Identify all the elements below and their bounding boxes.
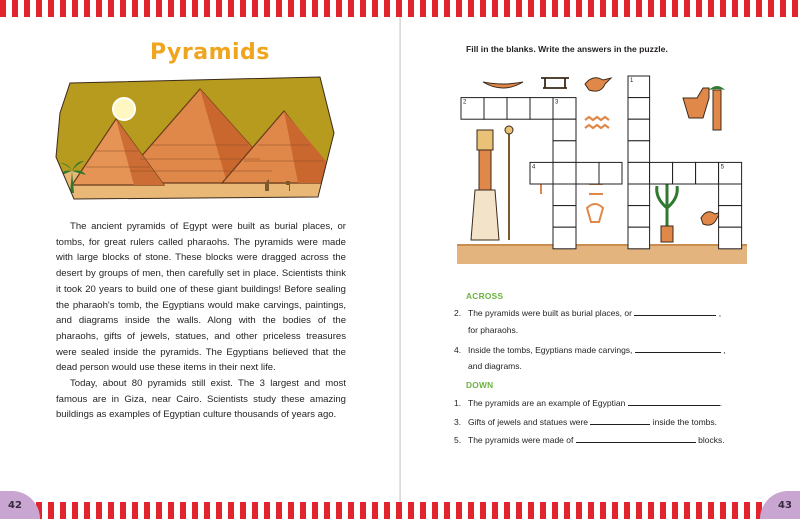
clue-text-after: blocks. bbox=[698, 435, 725, 445]
answer-blank[interactable] bbox=[634, 307, 716, 316]
pyramids-illustration bbox=[52, 73, 336, 201]
clue-text: Gifts of jewels and statues were bbox=[468, 417, 589, 427]
article-paragraph: The ancient pyramids of Egypt were built as burial places, or tombs, for great rulers called pharaohs. The pyramids were made with large blocks of stone. These blocks were dragged across the desert by groups of men, then carefully set in place. Scientists think it took 20 years to build one of these giant buildings! Before sealing the pharaoh's tomb, the Egyptians would make carvings, paintings, and diagrams inside the walls. Along with the bodies of the pharaohs, gifts of jewels, statues, and other priceless treasures were sealed inside the pyramids. The Egyptians believed that the dead person would use these items in their next life. bbox=[56, 221, 346, 374]
worker-figure-icon bbox=[683, 88, 709, 118]
page-title: Pyramids bbox=[150, 40, 270, 65]
pharaoh-figure-icon bbox=[471, 126, 513, 240]
clue-across-4-continued bbox=[454, 361, 778, 372]
clue-text: Inside the tombs, Egyptians made carvings, bbox=[468, 345, 633, 355]
clue-text: and diagrams. bbox=[468, 361, 522, 371]
clue-number: 1. bbox=[454, 398, 462, 408]
small-bird-icon bbox=[701, 212, 721, 225]
down-heading: DOWN bbox=[466, 380, 494, 390]
clue-down-1 bbox=[454, 397, 764, 409]
puzzle-instructions: Fill in the blanks. Write the answers in the puzzle. bbox=[466, 44, 668, 54]
clue-text: for pharaohs. bbox=[468, 325, 519, 335]
crossword-number-2: 2 bbox=[463, 99, 467, 106]
clue-across-2-continued bbox=[454, 325, 778, 336]
wave-glyph-icon bbox=[585, 117, 609, 128]
article-paragraph: Today, about 80 pyramids still exist. The 3 largest and most famous are in Giza, near Cairo. Scientists study these amazing buildings as examples of Egyptian culture thousands of years ago. bbox=[56, 378, 346, 421]
article-body bbox=[56, 219, 346, 423]
crossword-number-5: 5 bbox=[720, 164, 724, 171]
altar-icon bbox=[541, 78, 569, 88]
clue-down-3 bbox=[454, 416, 764, 428]
clue-across-4 bbox=[454, 344, 764, 356]
clue-number: 4. bbox=[454, 345, 462, 355]
bird-icon bbox=[585, 78, 611, 91]
top-stripe-border bbox=[0, 0, 800, 17]
clue-text-after: inside the tombs. bbox=[652, 417, 718, 427]
clue-number: 5. bbox=[454, 435, 462, 445]
across-heading: ACROSS bbox=[466, 291, 504, 301]
clue-text-after: . bbox=[719, 398, 723, 408]
page-number-right: 43 bbox=[760, 491, 800, 519]
crossword-number-4: 4 bbox=[532, 164, 536, 171]
page-number-left: 42 bbox=[0, 491, 40, 519]
answer-blank[interactable] bbox=[628, 397, 723, 408]
answer-blank[interactable] bbox=[635, 344, 721, 353]
clue-across-2 bbox=[454, 307, 764, 319]
crossword-number-3: 3 bbox=[555, 99, 559, 106]
clue-number: 3. bbox=[454, 417, 462, 427]
clue-number: 2. bbox=[454, 308, 462, 318]
reed-boat-icon bbox=[483, 82, 523, 88]
clue-text: The pyramids were built as burial places, or bbox=[468, 308, 632, 318]
clue-text-after: , bbox=[723, 345, 726, 355]
sun-icon bbox=[113, 98, 135, 120]
answer-blank[interactable] bbox=[590, 416, 650, 425]
papyrus-plant-icon bbox=[657, 182, 678, 242]
page-gutter bbox=[399, 17, 401, 502]
crossword-number-1: 1 bbox=[630, 78, 634, 84]
clue-text: The pyramids are an example of Egyptian bbox=[468, 398, 626, 408]
clue-text: The pyramids were made of bbox=[468, 435, 574, 445]
palm-icon bbox=[709, 86, 725, 130]
clue-down-5 bbox=[454, 434, 764, 446]
bottom-stripe-border bbox=[0, 502, 800, 519]
clue-text-after: , bbox=[718, 308, 722, 318]
crossword-puzzle bbox=[457, 68, 747, 264]
answer-blank[interactable] bbox=[576, 434, 696, 443]
